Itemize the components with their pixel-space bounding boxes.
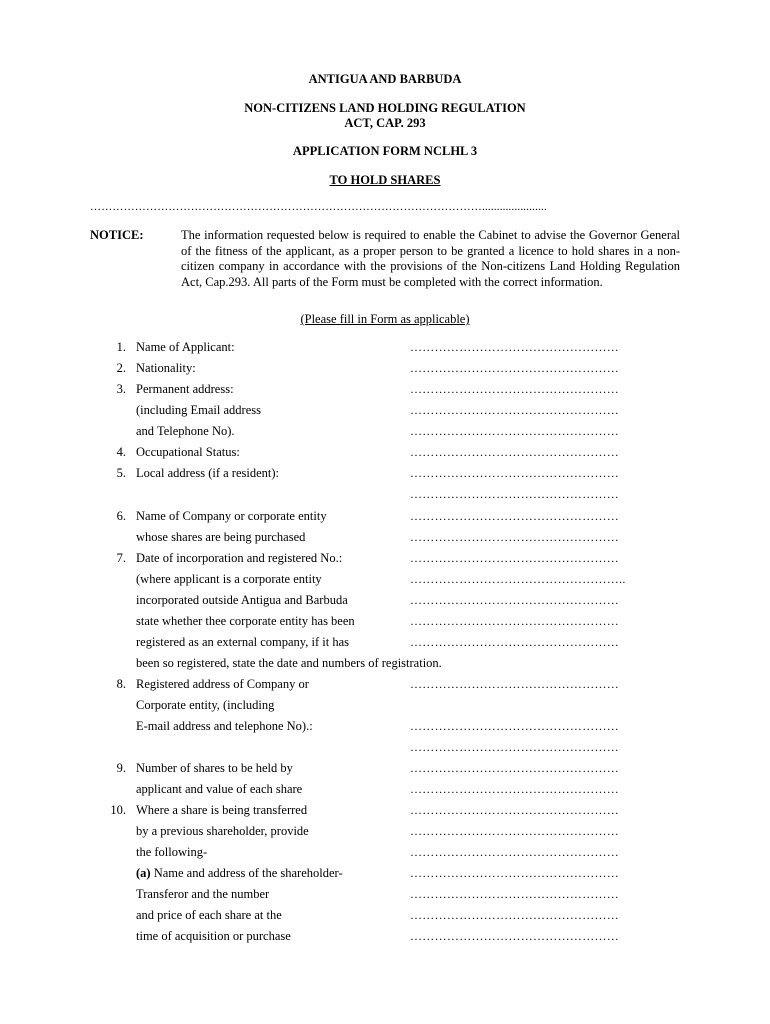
field-label: (where applicant is a corporate entity bbox=[136, 572, 322, 586]
form-field-row bbox=[0, 360, 770, 376]
fill-in-line[interactable]: …………………………………………… bbox=[410, 803, 620, 817]
fill-in-line[interactable]: …………………………………………… bbox=[410, 487, 620, 501]
fill-in-line[interactable]: …………………………………………… bbox=[410, 740, 620, 754]
form-field-row bbox=[0, 655, 770, 671]
fill-in-line[interactable]: …………………………………………… bbox=[410, 866, 620, 880]
notice-label: NOTICE: bbox=[90, 228, 144, 242]
fill-in-line[interactable]: …………………………………………… bbox=[410, 635, 620, 649]
fill-in-line[interactable]: …………………………………………… bbox=[410, 593, 620, 607]
field-number: 1. bbox=[116, 340, 126, 354]
field-label: Name of Company or corporate entity bbox=[136, 509, 327, 523]
form-field-row bbox=[0, 907, 770, 923]
form-field-row bbox=[0, 571, 770, 587]
field-label: by a previous shareholder, provide bbox=[136, 824, 309, 838]
separator-line: ……………………………………………………………………………………………...................... bbox=[90, 201, 547, 213]
field-label: Permanent address: bbox=[136, 382, 234, 396]
form-field-row bbox=[0, 465, 770, 481]
fill-in-line[interactable]: …………………………………………… bbox=[410, 445, 620, 459]
fill-in-line[interactable]: …………………………………………… bbox=[410, 509, 620, 523]
field-label: and Telephone No). bbox=[136, 424, 235, 438]
field-label: Nationality: bbox=[136, 361, 196, 375]
field-label: (a) Name and address of the shareholder- bbox=[136, 866, 343, 880]
field-label: whose shares are being purchased bbox=[136, 530, 306, 544]
field-number: 5. bbox=[116, 466, 126, 480]
fill-in-line[interactable]: …………………………………………… bbox=[410, 824, 620, 838]
fill-in-line[interactable]: …………………………………………… bbox=[410, 382, 620, 396]
form-field-row bbox=[0, 865, 770, 881]
field-label-prefix: (a) bbox=[136, 866, 151, 880]
field-number: 2. bbox=[116, 361, 126, 375]
act-title-line1: NON-CITIZENS LAND HOLDING REGULATION bbox=[244, 101, 526, 115]
form-title: APPLICATION FORM NCLHL 3 bbox=[292, 144, 478, 158]
field-label: (including Email address bbox=[136, 403, 261, 417]
notice-text: The information requested below is required to enable the Cabinet to advise the Governor General of the fitness of the applicant, as a proper person to be granted a licence to hold shares in a non-citizen company in accordance with the provisions of the Non-citizens Land Holding Regulation Act, Cap.293. All parts of the Form must be completed with the correct information. bbox=[181, 228, 680, 289]
form-field-row bbox=[0, 613, 770, 629]
field-label: incorporated outside Antigua and Barbuda bbox=[136, 593, 348, 607]
form-field-row bbox=[0, 550, 770, 566]
form-field-row bbox=[0, 402, 770, 418]
field-label: been so registered, state the date and numbers of registration. bbox=[136, 656, 442, 670]
country-heading: ANTIGUA AND BARBUDA bbox=[308, 72, 462, 86]
fill-in-line[interactable]: …………………………………………… bbox=[410, 614, 620, 628]
form-subtitle: TO HOLD SHARES bbox=[329, 173, 441, 187]
form-field-row bbox=[0, 739, 770, 755]
field-label: Number of shares to be held by bbox=[136, 761, 293, 775]
form-field-row bbox=[0, 781, 770, 797]
fill-in-line[interactable]: …………………………………………… bbox=[410, 361, 620, 375]
field-label: Date of incorporation and registered No.: bbox=[136, 551, 343, 565]
form-field-row bbox=[0, 802, 770, 818]
form-field-row bbox=[0, 823, 770, 839]
field-label: Local address (if a resident): bbox=[136, 466, 279, 480]
fill-in-line[interactable]: …………………………………………… bbox=[410, 466, 620, 480]
field-label: the following- bbox=[136, 845, 208, 859]
field-label: and price of each share at the bbox=[136, 908, 282, 922]
fill-in-line[interactable]: …………………………………………….. bbox=[410, 572, 626, 586]
form-field-row bbox=[0, 508, 770, 524]
field-number: 8. bbox=[116, 677, 126, 691]
field-label: E-mail address and telephone No).: bbox=[136, 719, 313, 733]
field-label: time of acquisition or purchase bbox=[136, 929, 291, 943]
form-field-row bbox=[0, 444, 770, 460]
field-label: Where a share is being transferred bbox=[136, 803, 308, 817]
form-field-row bbox=[0, 697, 770, 713]
field-number: 7. bbox=[116, 551, 126, 565]
field-label: state whether thee corporate entity has been bbox=[136, 614, 355, 628]
field-label: Occupational Status: bbox=[136, 445, 240, 459]
form-field-row bbox=[0, 718, 770, 734]
field-number: 4. bbox=[116, 445, 126, 459]
fill-in-line[interactable]: …………………………………………… bbox=[410, 761, 620, 775]
form-field-row bbox=[0, 676, 770, 692]
fill-in-line[interactable]: …………………………………………… bbox=[410, 530, 620, 544]
form-field-row bbox=[0, 423, 770, 439]
field-label: Transferor and the number bbox=[136, 887, 270, 901]
field-label: applicant and value of each share bbox=[136, 782, 303, 796]
form-field-row bbox=[0, 844, 770, 860]
form-field-row bbox=[0, 928, 770, 944]
fill-in-line[interactable]: …………………………………………… bbox=[410, 845, 620, 859]
fill-in-line[interactable]: …………………………………………… bbox=[410, 677, 620, 691]
field-label: Name of Applicant: bbox=[136, 340, 235, 354]
fill-in-line[interactable]: …………………………………………… bbox=[410, 403, 620, 417]
form-field-row bbox=[0, 529, 770, 545]
form-field-row bbox=[0, 486, 770, 502]
fill-in-line[interactable]: …………………………………………… bbox=[410, 340, 620, 354]
fill-in-line[interactable]: …………………………………………… bbox=[410, 782, 620, 796]
form-field-row bbox=[0, 339, 770, 355]
form-field-row bbox=[0, 634, 770, 650]
field-label: registered as an external company, if it has bbox=[136, 635, 349, 649]
form-instruction: (Please fill in Form as applicable) bbox=[300, 312, 470, 326]
field-number: 6. bbox=[116, 509, 126, 523]
fill-in-line[interactable]: …………………………………………… bbox=[410, 908, 620, 922]
field-label: Corporate entity, (including bbox=[136, 698, 275, 712]
form-field-row bbox=[0, 886, 770, 902]
fill-in-line[interactable]: …………………………………………… bbox=[410, 551, 620, 565]
form-field-row bbox=[0, 760, 770, 776]
form-field-row bbox=[0, 592, 770, 608]
fill-in-line[interactable]: …………………………………………… bbox=[410, 887, 620, 901]
act-title-line2: ACT, CAP. 293 bbox=[344, 116, 426, 130]
field-number: 9. bbox=[116, 761, 126, 775]
form-field-row bbox=[0, 381, 770, 397]
field-number: 3. bbox=[116, 382, 126, 396]
fill-in-line[interactable]: …………………………………………… bbox=[410, 929, 620, 943]
fill-in-line[interactable]: …………………………………………… bbox=[410, 719, 620, 733]
fill-in-line[interactable]: …………………………………………… bbox=[410, 424, 620, 438]
field-label: Registered address of Company or bbox=[136, 677, 309, 691]
field-number: 10. bbox=[110, 803, 126, 817]
